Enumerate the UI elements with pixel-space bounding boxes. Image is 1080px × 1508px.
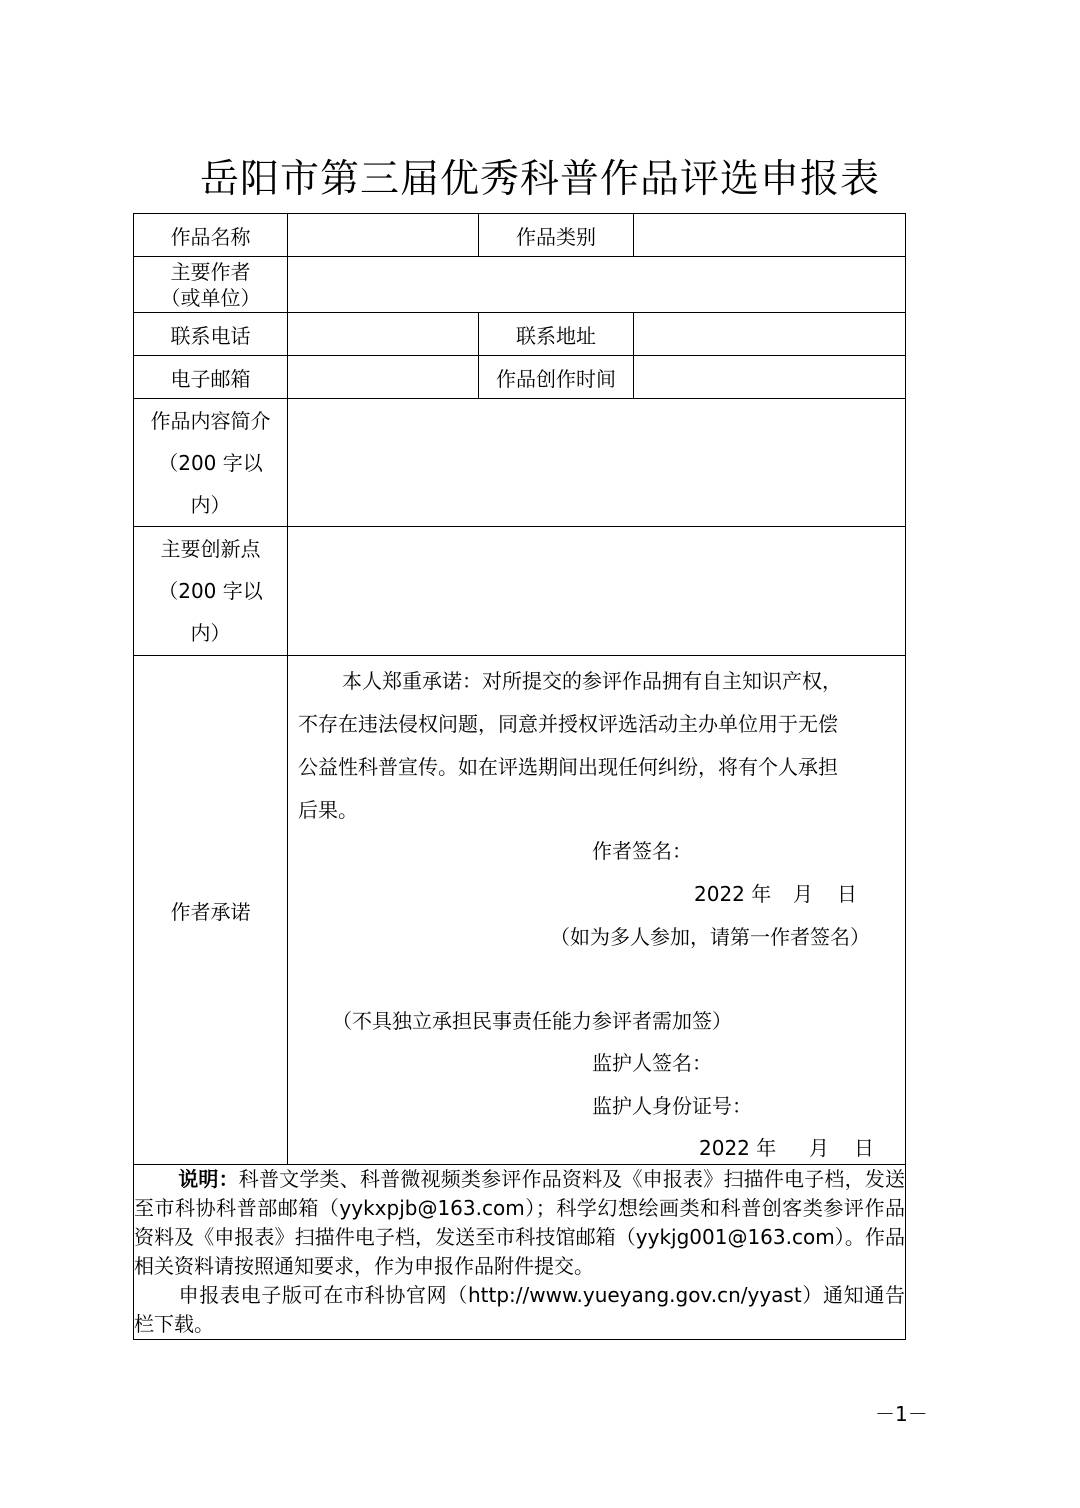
pledge-date-year: 2022 年 bbox=[694, 882, 772, 906]
pledge-date-month: 月 bbox=[793, 882, 813, 906]
pledge-line-1: 本人郑重承诺：对所提交的参评作品拥有自主知识产权， bbox=[342, 669, 842, 693]
work-category-field[interactable] bbox=[634, 214, 906, 257]
table-row bbox=[134, 527, 906, 656]
pledge-date-day: 日 bbox=[837, 882, 857, 906]
phone-field[interactable] bbox=[288, 313, 479, 356]
multi-author-note: （如为多人参加，请第一作者签名） bbox=[550, 925, 870, 949]
author-pledge-label: 作者承诺 bbox=[134, 656, 288, 1165]
table-row bbox=[134, 1165, 906, 1340]
pledge-line-3: 公益性科普宣传。如在评选期间出现任何纠纷，将有个人承担 bbox=[298, 755, 838, 779]
table-row bbox=[134, 356, 906, 399]
content-intro-label: 作品内容简介 （200 字以 内） bbox=[134, 399, 288, 527]
table-row bbox=[134, 257, 906, 313]
guardian-date-year: 2022 年 bbox=[699, 1136, 777, 1160]
email-label: 电子邮箱 bbox=[134, 356, 288, 399]
pledge-line-2: 不存在违法侵权问题，同意并授权评选活动主办单位用于无偿 bbox=[298, 712, 838, 736]
main-author-field[interactable] bbox=[288, 257, 906, 313]
table-row bbox=[134, 214, 906, 257]
guardian-note: （不具独立承担民事责任能力参评者需加签） bbox=[332, 1009, 732, 1033]
address-field[interactable] bbox=[634, 313, 906, 356]
innovation-field[interactable] bbox=[288, 527, 906, 656]
table-row bbox=[134, 313, 906, 356]
note-label: 说明： bbox=[178, 1167, 239, 1191]
main-author-label: 主要作者 （或单位） bbox=[134, 257, 288, 313]
creation-time-field[interactable] bbox=[634, 356, 906, 399]
page-title: 岳阳市第三届优秀科普作品评选申报表 bbox=[199, 157, 880, 202]
address-label: 联系地址 bbox=[479, 313, 634, 356]
author-signature-label: 作者签名： bbox=[592, 839, 692, 863]
pledge-line-4: 后果。 bbox=[298, 798, 358, 822]
guardian-date-day: 日 bbox=[854, 1136, 874, 1160]
author-pledge-cell bbox=[288, 656, 906, 1165]
application-form-table bbox=[133, 213, 906, 1340]
work-name-label: 作品名称 bbox=[134, 214, 288, 257]
page-number: －1－ bbox=[875, 1402, 928, 1426]
innovation-label: 主要创新点 （200 字以 内） bbox=[134, 527, 288, 656]
work-name-field[interactable] bbox=[288, 214, 479, 257]
creation-time-label: 作品创作时间 bbox=[479, 356, 634, 399]
table-row bbox=[134, 399, 906, 527]
email-field[interactable] bbox=[288, 356, 479, 399]
instructions-note bbox=[134, 1165, 906, 1340]
note-text-2: 申报表电子版可在市科协官网（http://www.yueyang.gov.cn/yyast）通知通告栏下载。 bbox=[134, 1283, 905, 1336]
content-intro-field[interactable] bbox=[288, 399, 906, 527]
work-category-label: 作品类别 bbox=[479, 214, 634, 257]
phone-label: 联系电话 bbox=[134, 313, 288, 356]
guardian-id-label: 监护人身份证号： bbox=[592, 1094, 752, 1118]
guardian-date-month: 月 bbox=[809, 1136, 829, 1160]
note-text-1: 科普文学类、科普微视频类参评作品资料及《申报表》扫描件电子档，发送至市科协科普部邮箱（yykxpjb@163.com）；科学幻想绘画类和科普创客类参评作品资料及《申报表》扫描件电子档，发送至市科技馆邮箱（yykjg001@163.com）。作品相关资料请按照通知要求，作为申报作品附件提交。 bbox=[134, 1167, 906, 1278]
table-row bbox=[134, 656, 906, 1165]
guardian-signature-label: 监护人签名： bbox=[592, 1051, 712, 1075]
